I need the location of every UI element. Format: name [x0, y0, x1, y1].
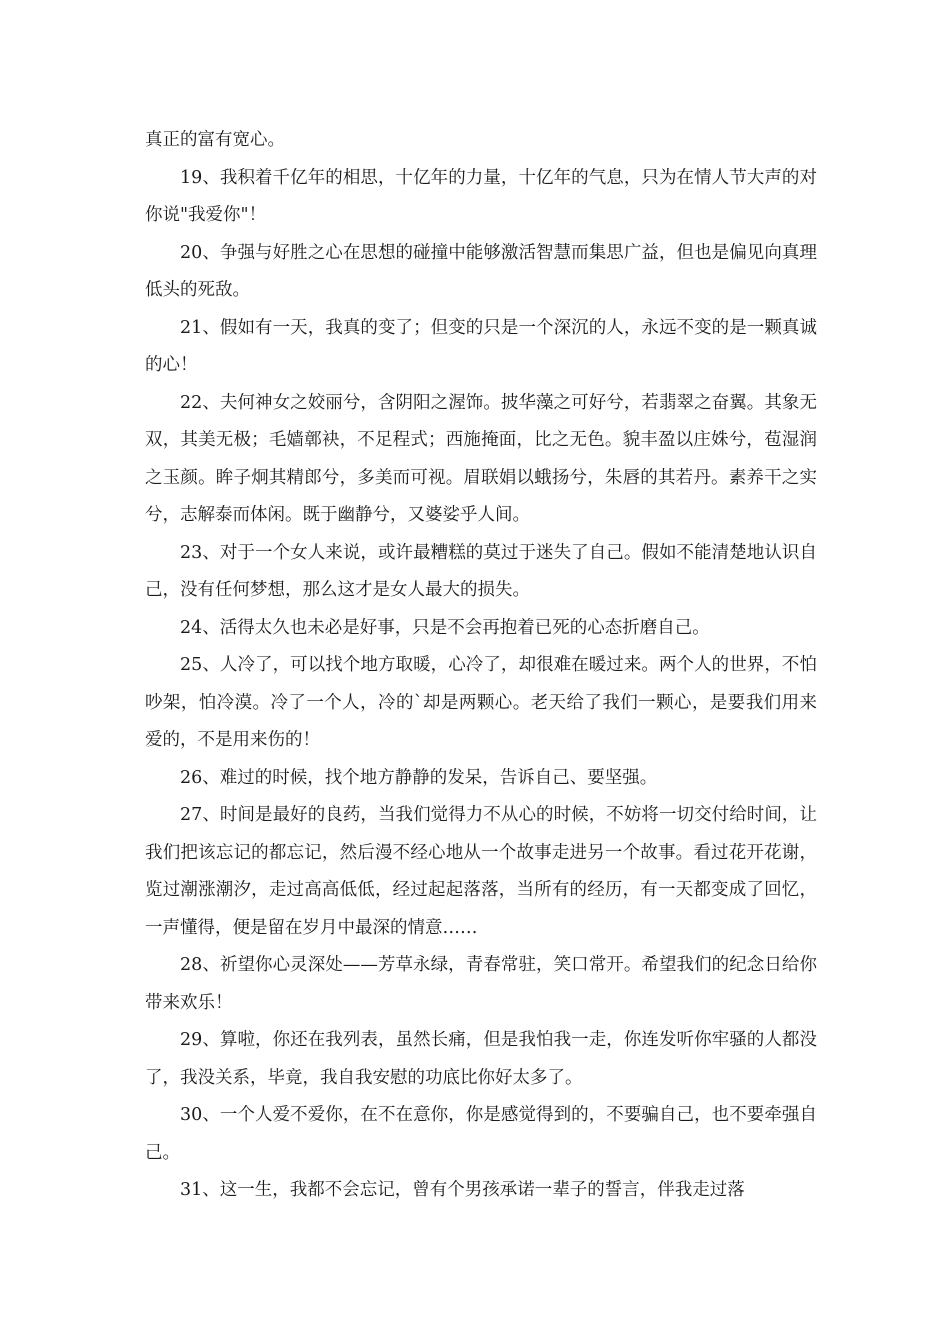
paragraph-31: 31、这一生，我都不会忘记，曾有个男孩承诺一辈子的誓言，伴我走过落 — [180, 1180, 745, 1200]
paragraph-20: 20、争强与好胜之心在思想的碰撞中能够激活智慧而集思广益，但也是偏见向真理低头的死敌。 — [145, 242, 817, 300]
document-body — [145, 122, 817, 1210]
paragraph-continuation: 真正的富有宽心。 — [145, 130, 285, 150]
paragraph-19: 19、我积着千亿年的相思，十亿年的力量，十亿年的气息，只为在情人节大声的对你说"我爱你"！ — [145, 167, 817, 225]
paragraph-25: 25、人冷了，可以找个地方取暖，心冷了，却很难在暖过来。两个人的世界，不怕吵架，怕冷漠。冷了一个人，冷的`却是两颗心。老天给了我们一颗心，是要我们用来爱的，不是用来伤的！ — [145, 655, 817, 750]
paragraph-21: 21、假如有一天，我真的变了；但变的只是一个深沉的人，永远不变的是一颗真诚的心！ — [145, 317, 817, 375]
paragraph-24: 24、活得太久也未必是好事，只是不会再抱着已死的心态折磨自己。 — [180, 617, 710, 638]
paragraph-29: 29、算啦，你还在我列表，虽然长痛，但是我怕我一走，你连发听你牢骚的人都没了，我没关系，毕竟，我自我安慰的功底比你好太多了。 — [145, 1030, 817, 1088]
paragraph-28: 28、祈望你心灵深处——芳草永绿，青春常驻，笑口常开。希望我们的纪念日给你带来欢乐！ — [145, 955, 817, 1013]
paragraph-30: 30、一个人爱不爱你，在不在意你，你是感觉得到的，不要骗自己，也不要牵强自己。 — [145, 1105, 817, 1163]
paragraph-26: 26、难过的时候，找个地方静静的发呆，告诉自己、要坚强。 — [180, 767, 658, 788]
paragraph-22: 22、夫何神女之姣丽兮，含阴阳之渥饰。披华藻之可好兮，若翡翠之奋翼。其象无双，其美无极；毛嫱鄣袂，不足程式；西施掩面，比之无色。貌丰盈以庄姝兮，苞湿润之玉颜。眸子炯其精郎兮，多美而可视。眉联娟以蛾扬兮，朱唇的其若丹。素养干之实兮，志解泰而体闲。既于幽静兮，又婆娑乎人间。 — [145, 392, 817, 525]
paragraph-27: 27、时间是最好的良药，当我们觉得力不从心的时候，不妨将一切交付给时间，让我们把该忘记的都忘记，然后漫不经心地从一个故事走进另一个故事。看过花开花谢，览过潮涨潮汐，走过高高低低，经过起起落落，当所有的经历，有一天都变成了回忆，一声懂得，便是留在岁月中最深的情意…… — [145, 805, 817, 938]
paragraph-23: 23、对于一个女人来说，或许最糟糕的莫过于迷失了自己。假如不能清楚地认识自己，没有任何梦想，那么这才是女人最大的损失。 — [145, 542, 817, 600]
